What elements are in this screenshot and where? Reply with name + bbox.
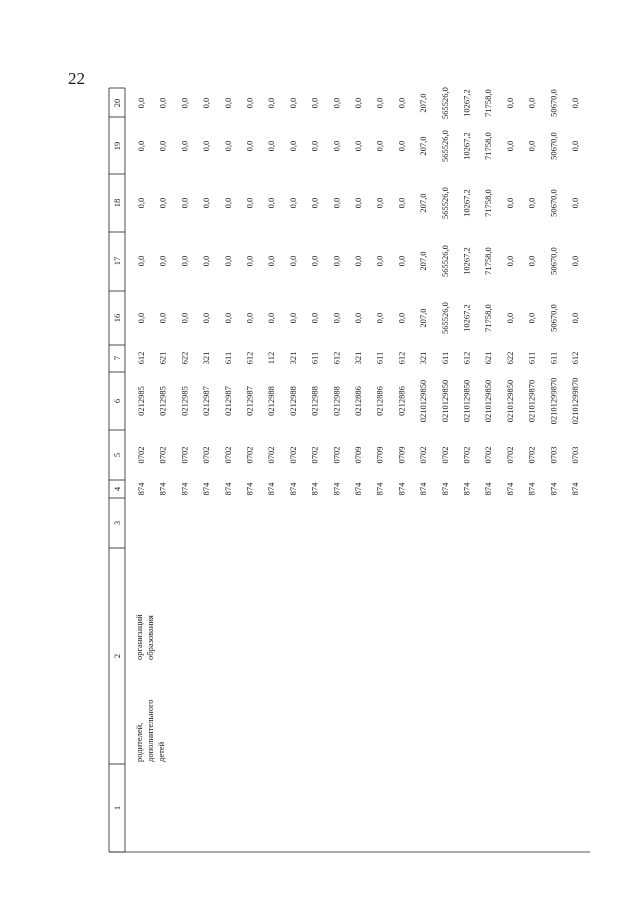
cell-value: 0,0 — [179, 140, 190, 152]
cell-value: 0,0 — [526, 255, 537, 267]
table-row — [288, 98, 298, 496]
cell-value: 0,0 — [179, 255, 190, 267]
cell-code: 874 — [201, 482, 212, 496]
cell-section: 0702 — [418, 446, 429, 464]
cell-target: 0210129850 — [439, 379, 450, 423]
cell-value: 565526,0 — [439, 130, 450, 162]
cell-value: 565526,0 — [439, 302, 450, 334]
column-number: 16 — [112, 313, 122, 323]
cell-value: 0,0 — [331, 255, 342, 267]
cell-type: 621 — [157, 351, 168, 365]
cell-value: 0,0 — [396, 97, 407, 109]
cell-type: 622 — [504, 351, 515, 365]
cell-value: 0,0 — [244, 312, 255, 324]
cell-section: 0702 — [483, 446, 494, 464]
cell-value: 0,0 — [266, 312, 277, 324]
cell-value: 0,0 — [309, 197, 320, 209]
cell-value: 207,0 — [418, 193, 429, 213]
cell-code: 874 — [287, 482, 298, 496]
cell-target: 0210129850 — [461, 379, 472, 423]
cell-code: 874 — [396, 482, 407, 496]
cell-target: 02101299870 — [548, 377, 559, 425]
cell-value: 0,0 — [353, 140, 363, 152]
cell-value: 0,0 — [504, 312, 515, 324]
cell-code: 874 — [244, 482, 255, 496]
cell-code: 874 — [418, 482, 429, 496]
table-row — [527, 98, 537, 496]
cell-section: 0702 — [244, 446, 255, 464]
cell-target: 0212988 — [331, 386, 342, 416]
cell-value: 0,0 — [136, 312, 146, 324]
cell-section: 0702 — [201, 446, 212, 464]
cell-section: 0702 — [266, 446, 277, 464]
cell-value: 0,0 — [244, 97, 255, 109]
cell-value: 0,0 — [201, 140, 212, 152]
cell-type: 621 — [483, 351, 494, 365]
cell-value: 0,0 — [179, 97, 190, 109]
cell-value: 0,0 — [136, 97, 146, 109]
table-row — [570, 98, 580, 496]
cell-type: 611 — [439, 351, 450, 365]
cell-target: 0212987 — [244, 386, 255, 416]
cell-section: 0709 — [374, 446, 385, 464]
cell-value: 565526,0 — [439, 87, 450, 119]
cell-value: 0,0 — [526, 97, 537, 109]
cell-target: 0210129850 — [504, 379, 515, 423]
cell-value: 207,0 — [418, 308, 429, 328]
cell-code: 874 — [483, 482, 494, 496]
table-row — [136, 98, 146, 496]
cell-value: 0,0 — [201, 312, 212, 324]
table-body — [136, 87, 580, 495]
cell-value: 0,0 — [309, 140, 320, 152]
cell-code: 874 — [222, 482, 233, 496]
cell-value: 10267,2 — [461, 89, 472, 117]
column-number: 5 — [112, 452, 122, 458]
cell-section: 0702 — [526, 446, 537, 464]
cell-target: 0212988 — [309, 386, 320, 416]
cell-value: 71758,0 — [483, 304, 494, 332]
cell-value: 50670,0 — [548, 89, 559, 117]
column-number: 6 — [112, 398, 122, 404]
table-row — [266, 98, 276, 496]
cell-code: 874 — [266, 482, 277, 496]
table-row — [201, 98, 211, 496]
cell-type: 612 — [461, 351, 472, 365]
cell-type: 612 — [396, 351, 407, 365]
table-row — [375, 98, 385, 496]
cell-type: 321 — [287, 351, 298, 365]
cell-value: 0,0 — [331, 97, 342, 109]
cell-value: 0,0 — [266, 97, 277, 109]
cell-type: 611 — [526, 351, 537, 365]
cell-value: 0,0 — [526, 197, 537, 209]
cell-section: 0703 — [548, 446, 559, 464]
cell-value: 71758,0 — [483, 189, 494, 217]
cell-value: 10267,2 — [461, 304, 472, 332]
cell-target: 0210129850 — [418, 379, 429, 423]
cell-value: 0,0 — [374, 255, 385, 267]
column-number: 20 — [112, 98, 122, 108]
cell-value: 0,0 — [309, 255, 320, 267]
table-header — [112, 99, 122, 810]
table-row — [462, 89, 472, 495]
cell-value: 0,0 — [266, 197, 277, 209]
cell-value: 50670,0 — [548, 189, 559, 217]
cell-value: 0,0 — [222, 255, 233, 267]
table-row — [331, 98, 341, 496]
page-number: 22 — [68, 69, 85, 88]
cell-target: 0212985 — [136, 386, 146, 416]
cell-type: 321 — [201, 351, 212, 365]
cell-type: 612 — [331, 351, 342, 365]
column-number: 7 — [112, 355, 122, 361]
cell-section: 0703 — [570, 446, 580, 464]
cell-value: 0,0 — [287, 255, 298, 267]
cell-value: 10267,2 — [461, 247, 472, 275]
cell-section: 0702 — [331, 446, 342, 464]
cell-value: 0,0 — [374, 312, 385, 324]
cell-type: 622 — [179, 351, 190, 365]
cell-type: 612 — [244, 351, 255, 365]
cell-type: 611 — [222, 351, 233, 365]
cell-value: 0,0 — [222, 312, 233, 324]
cell-target: 0212988 — [287, 386, 298, 416]
table-row — [396, 98, 406, 496]
cell-value: 0,0 — [244, 255, 255, 267]
table-row — [223, 98, 233, 496]
column-number: 18 — [112, 198, 122, 208]
cell-type: 612 — [136, 351, 146, 365]
table-row — [158, 98, 168, 496]
cell-value: 0,0 — [201, 97, 212, 109]
cell-target: 0212886 — [353, 386, 363, 416]
cell-value: 0,0 — [374, 140, 385, 152]
cell-section: 0702 — [309, 446, 320, 464]
cell-section: 0702 — [222, 446, 233, 464]
cell-type: 112 — [266, 351, 277, 365]
cell-target: 0212886 — [396, 386, 407, 416]
cell-section: 0702 — [179, 446, 190, 464]
cell-value: 0,0 — [287, 140, 298, 152]
column-number: 3 — [112, 520, 122, 526]
cell-value: 0,0 — [266, 255, 277, 267]
row-description — [134, 614, 166, 762]
cell-value: 207,0 — [418, 93, 429, 113]
cell-value: 0,0 — [353, 97, 363, 109]
cell-value: 71758,0 — [483, 247, 494, 275]
cell-value: 0,0 — [353, 255, 363, 267]
cell-value: 0,0 — [179, 312, 190, 324]
cell-value: 0,0 — [157, 255, 168, 267]
cell-section: 0702 — [439, 446, 450, 464]
cell-value: 10267,2 — [461, 132, 472, 160]
cell-value: 50670,0 — [548, 132, 559, 160]
cell-value: 0,0 — [570, 312, 580, 324]
cell-code: 874 — [548, 482, 559, 496]
cell-value: 207,0 — [418, 251, 429, 271]
cell-code: 874 — [136, 482, 146, 496]
cell-value: 0,0 — [396, 255, 407, 267]
cell-value: 0,0 — [396, 140, 407, 152]
cell-value: 0,0 — [201, 255, 212, 267]
cell-target: 0212988 — [266, 386, 277, 416]
table-row — [548, 89, 558, 495]
cell-value: 0,0 — [331, 140, 342, 152]
column-number: 1 — [112, 805, 122, 811]
cell-value: 0,0 — [157, 97, 168, 109]
column-number: 2 — [112, 653, 122, 659]
cell-code: 874 — [461, 482, 472, 496]
table-row — [245, 98, 255, 496]
table-row — [353, 98, 363, 496]
cell-value: 0,0 — [374, 197, 385, 209]
description-text: родителей, — [134, 722, 144, 762]
cell-type: 321 — [353, 351, 363, 365]
cell-code: 874 — [157, 482, 168, 496]
cell-value: 0,0 — [570, 255, 580, 267]
cell-type: 611 — [548, 351, 559, 365]
cell-value: 0,0 — [570, 97, 580, 109]
cell-value: 0,0 — [201, 197, 212, 209]
cell-value: 0,0 — [504, 140, 515, 152]
cell-value: 565526,0 — [439, 187, 450, 219]
cell-type: 321 — [418, 351, 429, 365]
column-number: 4 — [112, 486, 122, 492]
cell-value: 0,0 — [570, 197, 580, 209]
cell-value: 0,0 — [374, 97, 385, 109]
cell-value: 0,0 — [222, 140, 233, 152]
cell-section: 0702 — [136, 446, 146, 464]
cell-value: 0,0 — [179, 197, 190, 209]
cell-value: 0,0 — [157, 140, 168, 152]
cell-section: 0702 — [157, 446, 168, 464]
cell-target: 0210129870 — [526, 379, 537, 423]
cell-code: 874 — [439, 482, 450, 496]
cell-value: 0,0 — [136, 255, 146, 267]
table-row — [440, 87, 450, 495]
cell-value: 0,0 — [309, 312, 320, 324]
cell-value: 0,0 — [157, 312, 168, 324]
cell-code: 874 — [179, 482, 190, 496]
cell-code: 874 — [504, 482, 515, 496]
cell-value: 50670,0 — [548, 304, 559, 332]
cell-code: 874 — [526, 482, 537, 496]
table-row — [179, 98, 189, 496]
cell-value: 0,0 — [266, 140, 277, 152]
column-number: 19 — [112, 141, 122, 151]
cell-target: 0212886 — [374, 386, 385, 416]
cell-type: 612 — [570, 351, 580, 365]
cell-code: 874 — [309, 482, 320, 496]
cell-value: 0,0 — [504, 197, 515, 209]
cell-value: 71758,0 — [483, 89, 494, 117]
cell-code: 874 — [353, 482, 363, 496]
cell-value: 0,0 — [287, 97, 298, 109]
cell-value: 0,0 — [287, 312, 298, 324]
cell-value: 0,0 — [570, 140, 580, 152]
cell-value: 0,0 — [136, 197, 146, 209]
cell-value: 0,0 — [353, 312, 363, 324]
description-text: образования — [145, 615, 155, 660]
cell-value: 0,0 — [309, 97, 320, 109]
table-row — [310, 98, 320, 496]
cell-code: 874 — [570, 482, 580, 496]
cell-value: 0,0 — [353, 197, 363, 209]
column-number: 17 — [112, 256, 122, 266]
cell-section: 0709 — [353, 446, 363, 464]
cell-value: 0,0 — [504, 255, 515, 267]
cell-section: 0702 — [504, 446, 515, 464]
cell-value: 0,0 — [287, 197, 298, 209]
cell-value: 10267,2 — [461, 189, 472, 217]
cell-section: 0702 — [461, 446, 472, 464]
cell-value: 0,0 — [331, 197, 342, 209]
table-row — [418, 93, 428, 495]
cell-value: 0,0 — [244, 197, 255, 209]
cell-value: 0,0 — [526, 312, 537, 324]
cell-target: 0212987 — [201, 386, 212, 416]
cell-target: 0212985 — [157, 386, 168, 416]
cell-code: 874 — [331, 482, 342, 496]
cell-type: 611 — [309, 351, 320, 365]
cell-value: 0,0 — [136, 140, 146, 152]
cell-value: 0,0 — [222, 197, 233, 209]
description-text: дополнительного — [145, 699, 155, 762]
cell-code: 874 — [374, 482, 385, 496]
cell-value: 50670,0 — [548, 247, 559, 275]
description-text: детей — [156, 741, 166, 762]
cell-target: 0212987 — [222, 386, 233, 416]
cell-value: 0,0 — [222, 97, 233, 109]
cell-target: 02101299870 — [570, 377, 580, 425]
cell-value: 0,0 — [504, 97, 515, 109]
table-row — [483, 89, 493, 495]
cell-type: 611 — [374, 351, 385, 365]
cell-target: 0210129850 — [483, 379, 494, 423]
cell-value: 0,0 — [157, 197, 168, 209]
cell-value: 565526,0 — [439, 245, 450, 277]
cell-value: 207,0 — [418, 136, 429, 156]
cell-value: 71758,0 — [483, 132, 494, 160]
table-row — [505, 98, 515, 496]
cell-target: 0212985 — [179, 386, 190, 416]
cell-section: 0709 — [396, 446, 407, 464]
cell-section: 0702 — [287, 446, 298, 464]
cell-value: 0,0 — [396, 312, 407, 324]
description-text: организаций — [134, 614, 144, 660]
cell-value: 0,0 — [331, 312, 342, 324]
cell-value: 0,0 — [526, 140, 537, 152]
cell-value: 0,0 — [244, 140, 255, 152]
cell-value: 0,0 — [396, 197, 407, 209]
